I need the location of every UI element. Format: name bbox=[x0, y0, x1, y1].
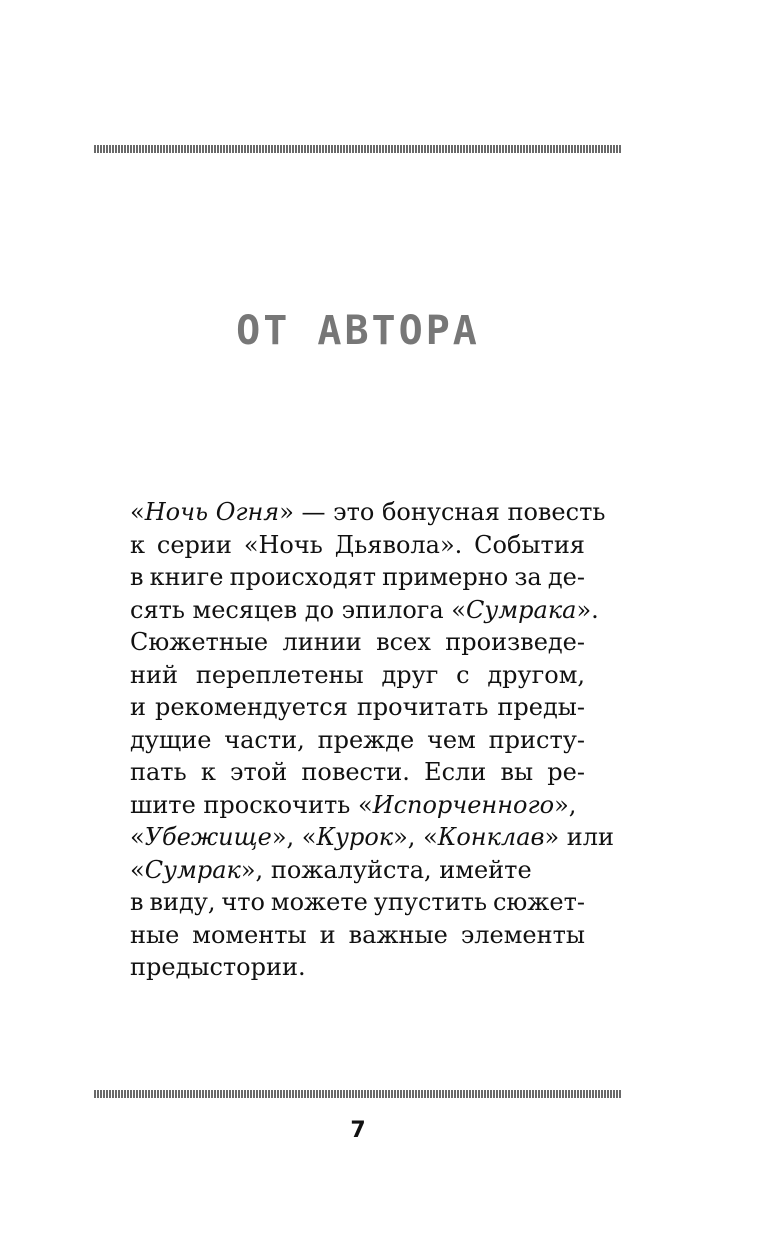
word: рекомендуется bbox=[154, 693, 348, 721]
word: преды- bbox=[497, 693, 585, 721]
word: упустить bbox=[373, 888, 488, 916]
text-line bbox=[130, 626, 585, 659]
text-line bbox=[130, 659, 585, 692]
word: вы bbox=[500, 758, 534, 786]
word: к bbox=[200, 758, 216, 786]
text-line bbox=[130, 529, 585, 562]
text-fragment: «Ночь Огня» — это бонусная повесть bbox=[130, 498, 606, 526]
text-line bbox=[130, 821, 615, 854]
text-line bbox=[130, 886, 585, 919]
text-fragment: сять месяцев до эпилога «Сумрака». bbox=[130, 595, 599, 624]
text-line bbox=[130, 561, 585, 594]
word: другом, bbox=[487, 660, 585, 689]
word: переплетены bbox=[195, 660, 364, 689]
body-paragraph bbox=[130, 496, 615, 984]
word: повести. bbox=[301, 758, 410, 786]
word: виду, bbox=[149, 888, 216, 916]
word: сюжет- bbox=[492, 888, 585, 916]
word: важные bbox=[348, 920, 448, 949]
page-number: 7 bbox=[350, 1118, 366, 1143]
word: что bbox=[221, 888, 265, 916]
word: де- bbox=[547, 563, 585, 591]
word: и bbox=[130, 693, 146, 721]
word: ре- bbox=[547, 758, 585, 786]
text-line bbox=[130, 724, 585, 757]
text-line bbox=[130, 496, 606, 529]
text-line bbox=[130, 691, 585, 724]
word: присту- bbox=[488, 725, 585, 754]
text-line: предыстории. bbox=[130, 953, 306, 981]
text-fragment: «Убежище», «Курок», «Конклав» или bbox=[130, 823, 615, 851]
word: книге bbox=[149, 563, 224, 591]
word: произведе- bbox=[445, 628, 585, 656]
text-line bbox=[130, 789, 585, 822]
word: ные bbox=[130, 920, 180, 949]
text-line bbox=[130, 919, 585, 952]
word: в bbox=[130, 888, 144, 916]
word: всех bbox=[376, 628, 431, 656]
word: этой bbox=[230, 758, 288, 786]
word: «Ночь bbox=[243, 530, 323, 559]
word: дущие bbox=[130, 725, 212, 754]
word: элементы bbox=[460, 920, 585, 949]
word: прежде bbox=[317, 725, 415, 754]
text-line bbox=[130, 854, 585, 887]
word: Сюжетные bbox=[130, 628, 269, 656]
word: Дьявола». bbox=[334, 530, 463, 559]
word: в bbox=[130, 563, 144, 591]
text-fragment: «Сумрак», пожалуйста, имейте bbox=[130, 855, 532, 884]
bottom-decorative-rule bbox=[94, 1090, 622, 1098]
word: моменты bbox=[192, 920, 307, 949]
word: чем bbox=[427, 725, 476, 754]
word: с bbox=[456, 660, 470, 689]
word: События bbox=[474, 530, 585, 559]
word: происходят bbox=[229, 563, 377, 591]
word: прочитать bbox=[356, 693, 489, 721]
text-line bbox=[130, 594, 599, 627]
top-decorative-rule bbox=[94, 145, 622, 153]
word: Если bbox=[424, 758, 487, 786]
word: пать bbox=[130, 758, 187, 786]
word: линии bbox=[282, 628, 362, 656]
word: можете bbox=[270, 888, 368, 916]
chapter-title: ОТ АВТОРА bbox=[236, 308, 480, 354]
word: части, bbox=[224, 725, 305, 754]
word: за bbox=[514, 563, 542, 591]
word: друг bbox=[381, 660, 439, 689]
text-fragment: шите проскочить «Испорченного», bbox=[130, 790, 577, 819]
word: примерно bbox=[382, 563, 509, 591]
word: к bbox=[130, 530, 145, 559]
text-line bbox=[130, 756, 585, 789]
word: ний bbox=[130, 660, 178, 689]
word: серии bbox=[156, 530, 232, 559]
word: и bbox=[319, 920, 336, 949]
